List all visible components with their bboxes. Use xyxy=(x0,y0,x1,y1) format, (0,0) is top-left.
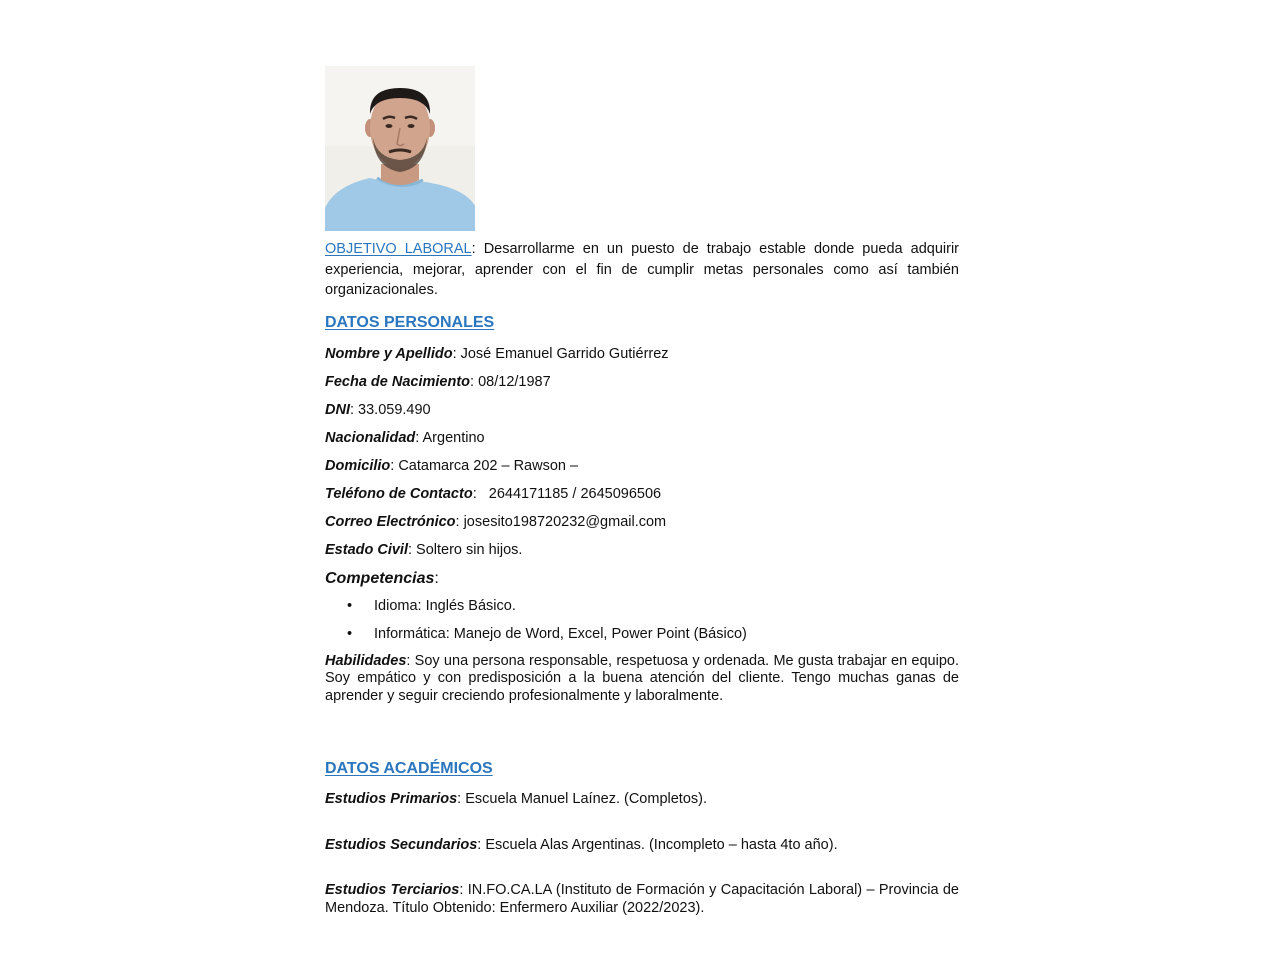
field-dni: DNI: 33.059.490 xyxy=(325,401,431,418)
academic-tertiary: Estudios Terciarios: IN.FO.CA.LA (Instituto de Formación y Capacitación Laboral) – Provincia de Mendoza. Título Obtenido: Enfermero Auxiliar (2022/2023). xyxy=(325,882,959,916)
academic-primary: Estudios Primarios: Escuela Manuel Laínez. (Completos). xyxy=(325,791,707,807)
habilidades-paragraph: Habilidades: Soy una persona responsable, respetuosa y ordenada. Me gusta trabajar en equipo. Soy empático y con predisposición a la buena atención del cliente. Tengo muchas ganas de aprender y seguir creciendo profesionalmente y laboralmente. xyxy=(325,652,959,704)
field-civil-status: Estado Civil: Soltero sin hijos. xyxy=(325,541,523,558)
competencias-list xyxy=(325,597,959,643)
objective-text: : Desarrollarme en un puesto de trabajo estable donde pueda adquirir experiencia, mejorar, aprender con el fin de cumplir metas personales como así también organizacionales. xyxy=(325,241,959,298)
list-item: • Idioma: Inglés Básico. xyxy=(347,597,516,614)
academic-secondary: Estudios Secundarios: Escuela Alas Argentinas. (Incompleto – hasta 4to año). xyxy=(325,836,838,853)
profile-photo xyxy=(325,66,475,231)
objective-paragraph xyxy=(325,239,959,301)
field-phone: Teléfono de Contacto: 2644171185 / 2645096506 xyxy=(325,485,662,502)
cv-document xyxy=(325,66,959,917)
competencias-heading: Competencias: xyxy=(325,569,439,587)
field-address: Domicilio: Catamarca 202 – Rawson – xyxy=(325,457,579,474)
personal-data-heading: DATOS PERSONALES xyxy=(325,313,495,331)
list-item: • Informática: Manejo de Word, Excel, Power Point (Básico) xyxy=(347,625,747,642)
field-nationality: Nacionalidad: Argentino xyxy=(325,429,485,446)
field-email: Correo Electrónico: josesito198720232@gmail.com xyxy=(325,513,667,530)
objective-heading: OBJETIVO LABORAL xyxy=(325,241,472,257)
academic-data-heading: DATOS ACADÉMICOS xyxy=(325,760,493,777)
bullet-icon: • xyxy=(347,597,353,614)
bullet-icon: • xyxy=(347,625,353,642)
field-name: Nombre y Apellido: José Emanuel Garrido Gutiérrez xyxy=(325,345,669,362)
field-birthdate: Fecha de Nacimiento: 08/12/1987 xyxy=(325,373,551,390)
